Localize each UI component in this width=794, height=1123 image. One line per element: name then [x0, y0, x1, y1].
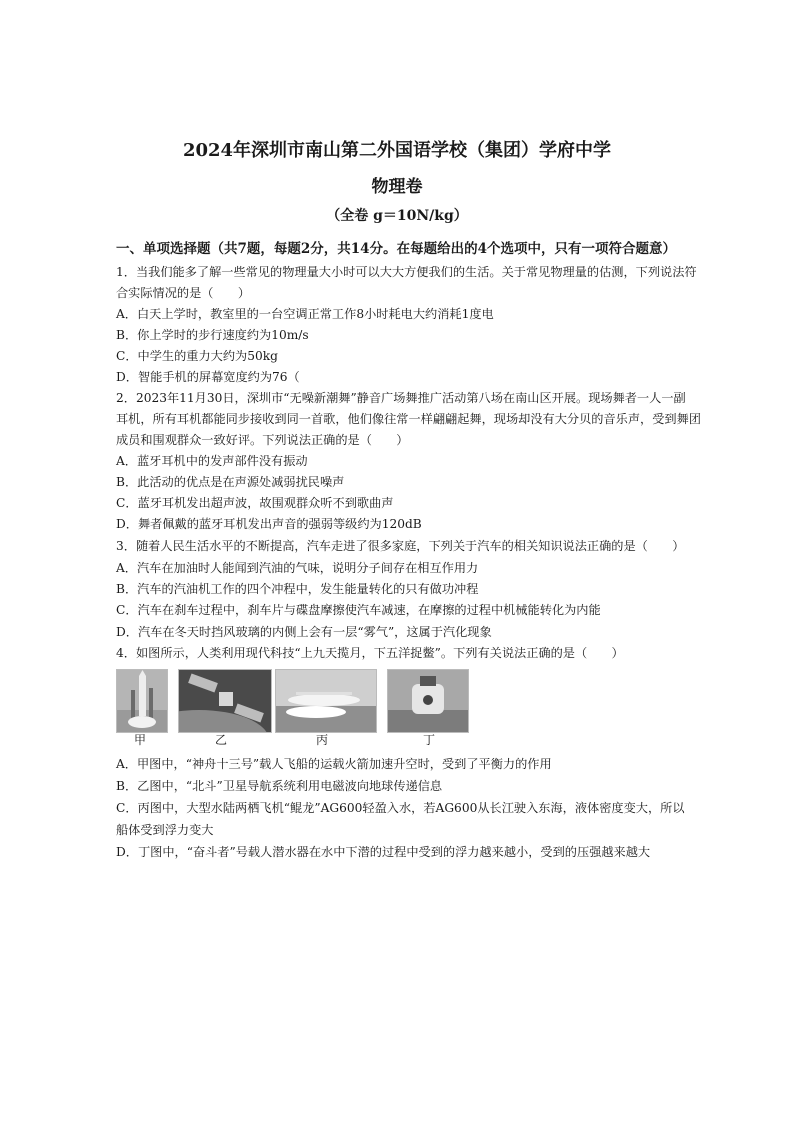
text-line: C．汽车在刹车过程中，刹车片与碟盘摩擦使汽车减速，在摩擦的过程中机械能转化为内能 [116, 603, 601, 617]
text-line: A．蓝牙耳机中的发声部件没有振动 [116, 454, 308, 468]
text-line: 成员和围观群众一致好评。下列说法正确的是（ ） [116, 433, 409, 447]
text-line: D．舞者佩戴的蓝牙耳机发出声音的强弱等级约为120dB [116, 517, 422, 531]
text-line: A．甲图中，“神舟十三号”载人飞船的运载火箭加速升空时，受到了平衡力的作用 [116, 757, 552, 771]
text-line: D．汽车在冬天时挡风玻璃的内侧上会有一层“雾气”，这属于汽化现象 [116, 625, 492, 639]
exam-subtitle: 物理卷 [371, 177, 423, 197]
text-line: B．你上学时的步行速度约为10m/s [116, 328, 309, 342]
satellite-image [178, 669, 272, 733]
text-line: B．乙图中，“北斗”卫星导航系统利用电磁波向地球传递信息 [116, 779, 443, 793]
text-line: A．汽车在加油时人能闻到汽油的气味，说明分子间存在相互作用力 [116, 561, 479, 575]
figure-caption: 甲 [134, 733, 147, 747]
exam-title: 2024年深圳市南山第二外国语学校（集团）学府中学 [182, 140, 612, 161]
figure-caption: 丙 [316, 733, 329, 747]
submersible-image [387, 669, 469, 733]
exam-note: （全卷 g＝10N/kg） [326, 208, 468, 224]
text-line: 船体受到浮力变大 [116, 823, 214, 837]
text-line: 合实际情况的是（ ） [116, 286, 251, 300]
text-line: C．蓝牙耳机发出超声波，故围观群众听不到歌曲声 [116, 496, 394, 510]
text-line: 耳机，所有耳机都能同步接收到同一首歌，他们像往常一样翩翩起舞，现场却没有大分贝的音乐声，受到舞团 [116, 412, 701, 426]
text-line: 1．当我们能多了解一些常见的物理量大小时可以大大方便我们的生活。关于常见物理量的估测，下列说法符 [116, 265, 697, 279]
text-line: 2．2023年11月30日，深圳市“无噪新潮舞”静音广场舞推广活动第八场在南山区开展。现场舞者一人一副 [116, 391, 686, 405]
seaplane-image [275, 669, 377, 733]
text-line: B．此活动的优点是在声源处减弱扰民噪声 [116, 475, 345, 489]
text-line: B．汽车的汽油机工作的四个冲程中，发生能量转化的只有做功冲程 [116, 582, 479, 596]
figure-caption: 丁 [423, 733, 436, 747]
text-line: 3．随着人民生活水平的不断提高，汽车走进了很多家庭，下列关于汽车的相关知识说法正确的是（ ） [116, 539, 685, 553]
section-heading: 一、单项选择题（共7题，每题2分，共14分。在每题给出的4个选项中，只有一项符合题意） [116, 241, 676, 257]
text-line: A．白天上学时，教室里的一台空调正常工作8小时耗电大约消耗1度电 [116, 307, 494, 321]
text-line: D．智能手机的屏幕宽度约为76（ [116, 370, 300, 384]
figure-caption: 乙 [215, 733, 228, 747]
text-line: C．丙图中，大型水陆两栖飞机“鲲龙”AG600轻盈入水，若AG600从长江驶入东海，液体密度变大，所以 [116, 801, 685, 815]
rocket-launch-image [116, 669, 168, 733]
text-line: 4．如图所示，人类利用现代科技“上九天揽月，下五洋捉鳖”。下列有关说法正确的是（ ） [116, 646, 624, 660]
text-line: C．中学生的重力大约为50kg [116, 349, 278, 363]
text-line: D．丁图中，“奋斗者”号载人潜水器在水中下潜的过程中受到的浮力越来越小，受到的压强越来越大 [116, 845, 651, 859]
